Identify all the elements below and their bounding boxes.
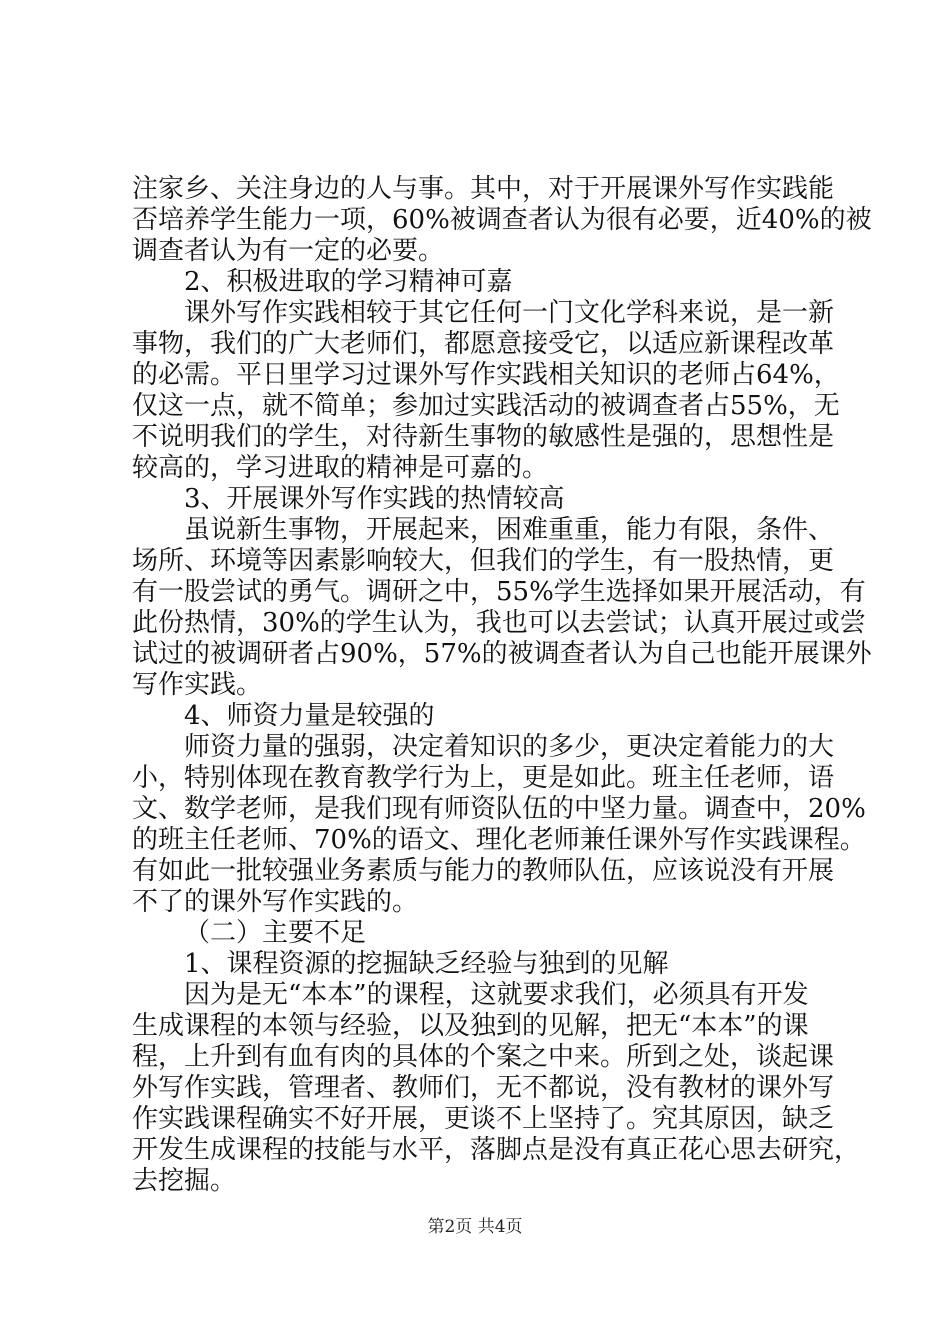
- text-line: 的班主任老师、70%的语文、理化老师兼任课外写作实践课程。: [132, 825, 866, 855]
- text-line: 调查者认为有一定的必要。: [132, 236, 445, 266]
- text-line: 的必需。平日里学习过课外写作实践相关知识的老师占64%，: [132, 360, 840, 390]
- text-line: 不了的课外写作实践的。: [132, 887, 419, 917]
- section-heading: 4、师资力量是较强的: [184, 701, 435, 731]
- text-line: 试过的被调研者占90%，57%的被调查者认为自己也能开展课外: [132, 639, 872, 669]
- section-heading: 1、课程资源的挖掘缺乏经验与独到的见解: [184, 949, 669, 979]
- text-line: 场所、环境等因素影响较大，但我们的学生，有一股热情，更: [132, 546, 835, 576]
- text-line: 师资力量的强弱，决定着知识的多少，更决定着能力的大: [184, 732, 835, 762]
- text-line: 外写作实践，管理者、教师们，无不都说，没有教材的课外写: [132, 1073, 835, 1103]
- text-line: 有一股尝试的勇气。调研之中，55%学生选择如果开展活动，有: [132, 577, 866, 607]
- section-heading: （二）主要不足: [184, 918, 367, 948]
- text-line: 不说明我们的学生，对待新生事物的敏感性是强的，思想性是: [132, 422, 835, 452]
- text-line: 开发生成课程的技能与水平，落脚点是没有真正花心思去研究，: [132, 1135, 861, 1165]
- document-body: [132, 174, 872, 1197]
- page-number-label: 第2页 共4页: [427, 1217, 523, 1237]
- text-line: 有如此一批较强业务素质与能力的教师队伍，应该说没有开展: [132, 856, 835, 886]
- text-line: 仅这一点，就不简单；参加过实践活动的被调查者占55%，无: [132, 391, 840, 421]
- text-line: 写作实践。: [132, 670, 263, 700]
- text-line: 小，特别体现在教育教学行为上，更是如此。班主任老师，语: [132, 763, 835, 793]
- text-line: 课外写作实践相较于其它任何一门文化学科来说，是一新: [184, 298, 835, 328]
- text-line: 注家乡、关注身边的人与事。其中，对于开展课外写作实践能: [132, 174, 835, 204]
- text-line: 去挖掘。: [132, 1166, 237, 1196]
- text-line: 作实践课程确实不好开展，更谈不上坚持了。究其原因，缺乏: [132, 1104, 835, 1134]
- section-heading: 3、开展课外写作实践的热情较高: [184, 484, 565, 514]
- page-footer: [0, 1216, 950, 1238]
- text-line: 虽说新生事物，开展起来，困难重重，能力有限，条件、: [184, 515, 835, 545]
- section-heading: 2、积极进取的学习精神可嘉: [184, 267, 513, 297]
- text-line: 否培养学生能力一项，60%被调查者认为很有必要，近40%的被: [132, 205, 872, 235]
- text-line: 程，上升到有血有肉的具体的个案之中来。所到之处，谈起课: [132, 1042, 835, 1072]
- text-line: 文、数学老师，是我们现有师资队伍的中坚力量。调查中，20%: [132, 794, 866, 824]
- text-line: 此份热情，30%的学生认为，我也可以去尝试；认真开展过或尝: [132, 608, 866, 638]
- text-line: 较高的，学习进取的精神是可嘉的。: [132, 453, 549, 483]
- text-line: 生成课程的本领与经验，以及独到的见解，把无“本本”的课: [132, 1011, 809, 1041]
- text-line: 因为是无“本本”的课程，这就要求我们，必须具有开发: [184, 980, 809, 1010]
- text-line: 事物，我们的广大老师们，都愿意接受它，以适应新课程改革: [132, 329, 835, 359]
